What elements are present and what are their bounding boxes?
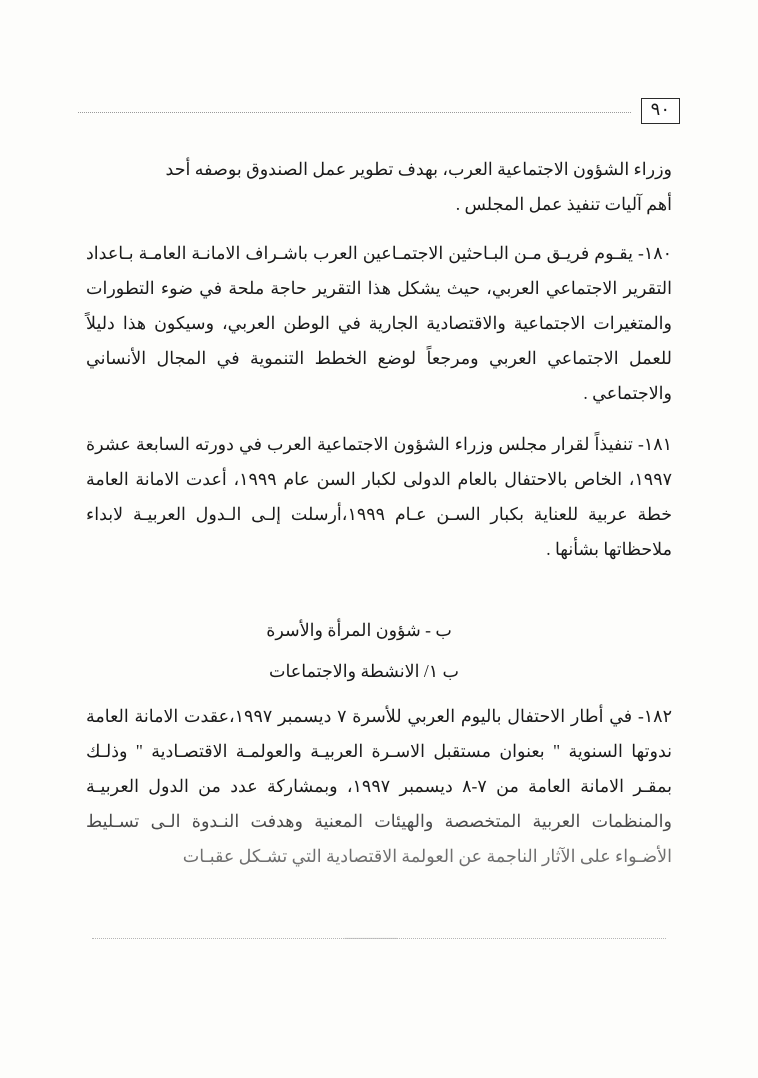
paragraph-182-line4: والمنظمات العربية المتخصصة والهيئات المعنية وهدفت النـدوة الـى تسـليط [86,811,672,831]
document-body [86,152,672,890]
paragraph-182 [86,699,672,874]
paragraph-continued-line2: أهم آليات تنفيذ عمل المجلس . [455,194,672,214]
section-spacer [86,583,672,613]
paragraph-182-line2: ندوتها السنوية " بعنوان مستقبل الاسـرة العربيـة والعولمـة الاقتصـادية " وذلـك [86,741,672,761]
paragraph-182-number: ١٨٢- [637,706,672,726]
paragraph-180-tail: في المجال الأنساني والاجتماعي . [86,348,672,403]
footer-smudge-text: ـــــــــــــــ [344,928,398,942]
paragraph-181-number: ١٨١- [637,434,673,454]
paragraph-181-tail: لابداء ملاحظاتها بشأنها . [86,504,672,559]
page-number: ٩٠ [641,98,680,124]
page-footer [92,928,666,944]
subsection-heading-activities: ب ١/ الانشطة والاجتماعات [268,661,460,681]
paragraph-180 [86,236,672,411]
paragraph-continued [86,152,672,222]
paragraph-continued-line1: وزراء الشؤون الاجتماعية العرب، بهدف تطوير عمل الصندوق بوصفه أحد [165,159,672,179]
paragraph-180-number: ١٨٠- [637,243,673,263]
paragraph-180-text: يقـوم فريـق مـن البـاحثين الاجتمـاعين العرب باشـراف الامانـة العامـة بـاعداد التقرير الاجتماعي العربي، حيث يشكل هذا التقرير حاجة ملحة في ضوء التطورات والمتغيرات الاجتماعية والاقتصادية الجارية في الوطن العربي، وسيكون هذا دليلاً للعمل الاجتماعي العربي ومرجعاً لوضع الخطط التنموية [86,243,672,368]
paragraph-181 [86,427,672,567]
paragraph-182-line3: بمقـر الامانة العامة من ٧-٨ ديسمبر ١٩٩٧، وبمشاركة عدد من الدول العربيـة [86,776,672,796]
paragraph-182-line1: في أطار الاحتفال باليوم العربي للأسرة ٧ ديسمبر ١٩٩٧،عقدت الامانة العامة [86,706,633,726]
page-header [78,96,680,126]
paragraph-181-text: تنفيذاً لقرار مجلس وزراء الشؤون الاجتماعية العرب في دورته السابعة عشرة ١٩٩٧، الخاص بالاحتفال بالعام الدولى لكبار السن عام ١٩٩٩، أعدت الامانة العامة خطة عربية للعناية بكبار السـن عـام ١٩٩٩،أرسلت إلـى الـدول العربيـة [86,434,673,524]
paragraph-182-line5: الأضـواء على الآثار الناجمة عن العولمة الاقتصادية التي تشـكل عقبـات [182,846,672,866]
header-divider [78,112,631,113]
section-heading-women-family: ب - شؤون المرأة والأسرة [266,620,452,640]
